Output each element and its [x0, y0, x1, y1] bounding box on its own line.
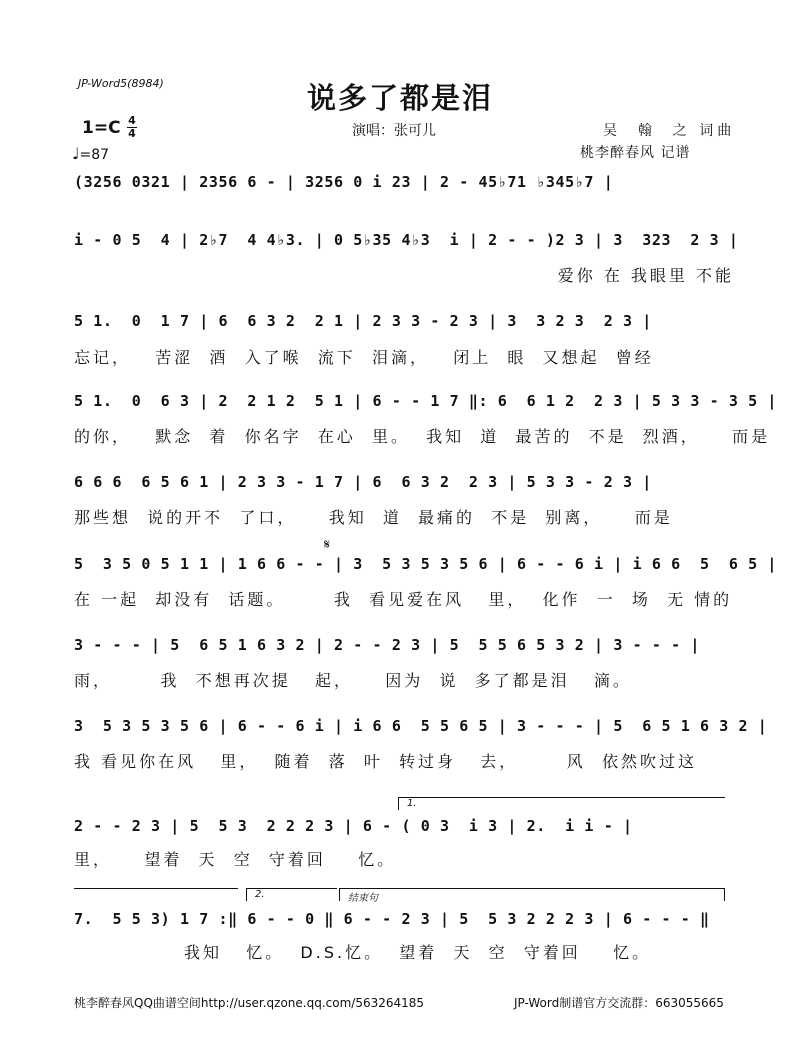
- time-signature: [127, 116, 137, 139]
- singer-credit: 演唱：张可儿: [352, 123, 436, 139]
- tempo-value: =87: [79, 147, 110, 163]
- lyrics-line-3: 忘记， 苦涩 酒 入了喉 流下 泪滴， 闭上 眼 又想起 曾经: [74, 348, 654, 367]
- lyrics-line-6: 在 一起 却没有 话题。 我 看见爱在风 里， 化作 一 场 无 情的: [74, 590, 733, 609]
- tempo-mark: [72, 144, 109, 163]
- lyrics-line-9: 里， 望着 天 空 守着回 忆。: [74, 850, 397, 869]
- lyrics-line-5: 那些想 说的开不 了口， 我知 道 最痛的 不是 别离， 而是: [74, 508, 673, 527]
- notes-line-9: 2 - - 2 3 | 5 5 3 2 2 2 3 | 6 - ( 0 3 i 3 | 2. i i - |: [74, 817, 633, 835]
- lyrics-line-7: 雨， 我 不想再次提 起， 因为 说 多了都是泪 滴。: [74, 671, 632, 690]
- notes-line-4: 5 1. 0 6 3 | 2 2 1 2 5 1 | 6 - - 1 7 ‖: 6 6 1 2 2 3 | 5 3 3 - 3 5 |: [74, 392, 778, 410]
- first-ending-label: 1.: [407, 798, 417, 809]
- notes-line-2: i - 0 5 4 | 2♭7 4 4♭3. | 0 5♭35 4♭3 i | 2 - - )2 3 | 3 323 2 3 |: [74, 231, 739, 249]
- second-ending-bracket: [246, 888, 337, 901]
- key-signature: 1=C: [82, 118, 121, 138]
- notes-line-8: 3 5 3 5 3 5 6 | 6 - - 6 i | i 6 6 5 5 6 5 | 3 - - - | 5 6 5 1 6 3 2 |: [74, 717, 768, 735]
- notes-line-6: 5 3 5 0 5 1 1 | 1 6 6 - - | 3 5 3 5 3 5 6 | 6 - - 6 i | i 6 6 5 6 5 |: [74, 555, 778, 573]
- final-ending-bracket: [339, 888, 725, 904]
- footer-source: 桃李醉春风QQ曲谱空间http://user.qzone.qq.com/563264185: [74, 996, 425, 1010]
- final-ending-label: 结束句: [348, 893, 378, 904]
- second-ending-label: 2.: [255, 889, 265, 900]
- lyrics-line-4: 的你， 默念 着 你名字 在心 里。 我知 道 最苦的 不是 烈酒， 而是: [74, 427, 771, 446]
- song-title: 说多了都是泪: [306, 81, 493, 115]
- bracket-line: [74, 888, 238, 889]
- notes-line-10: 7. 5 5 3) 1 7 :‖ 6 - - 0 ‖ 6 - - 2 3 | 5 5 3 2 2 2 3 | 6 - - - ‖: [74, 910, 710, 928]
- first-ending-bracket: [398, 797, 725, 810]
- segno-icon: 𝄋: [324, 537, 331, 553]
- quarter-note-icon: ♩: [72, 144, 80, 163]
- notes-line-1: (3256 0321 | 2356 6 - | 3256 0 i 23 | 2 - 45♭71 ♭345♭7 |: [74, 173, 614, 191]
- notes-line-7: 3 - - - | 5 6 5 1 6 3 2 | 2 - - 2 3 | 5 5 5 6 5 3 2 | 3 - - - |: [74, 636, 700, 654]
- time-signature-top: 4: [128, 114, 136, 127]
- footer-group: JP-Word制谱官方交流群：663055665: [514, 996, 724, 1010]
- lyrics-line-2: 爱你 在 我眼里 不能: [557, 266, 734, 285]
- notes-line-3: 5 1. 0 1 7 | 6 6 3 2 2 1 | 2 3 3 - 2 3 | 3 3 2 3 2 3 |: [74, 312, 652, 330]
- software-label: JP-Word5(8984): [78, 77, 164, 90]
- lyrics-line-10: 我知 忆。 D.S.忆。 望着 天 空 守着回 忆。: [184, 943, 652, 962]
- transcriber-credit: 桃李醉春风 记谱: [580, 145, 691, 161]
- notes-line-5: 6 6 6 6 5 6 1 | 2 3 3 - 1 7 | 6 6 3 2 2 3 | 5 3 3 - 2 3 |: [74, 473, 652, 491]
- lyricist-credit: 吴 翰 之 词曲: [603, 123, 736, 139]
- time-signature-bottom: 4: [128, 127, 136, 140]
- lyrics-line-8: 我 看见你在风 里， 随着 落 叶 转过身 去， 风 依然吹过这: [74, 752, 697, 771]
